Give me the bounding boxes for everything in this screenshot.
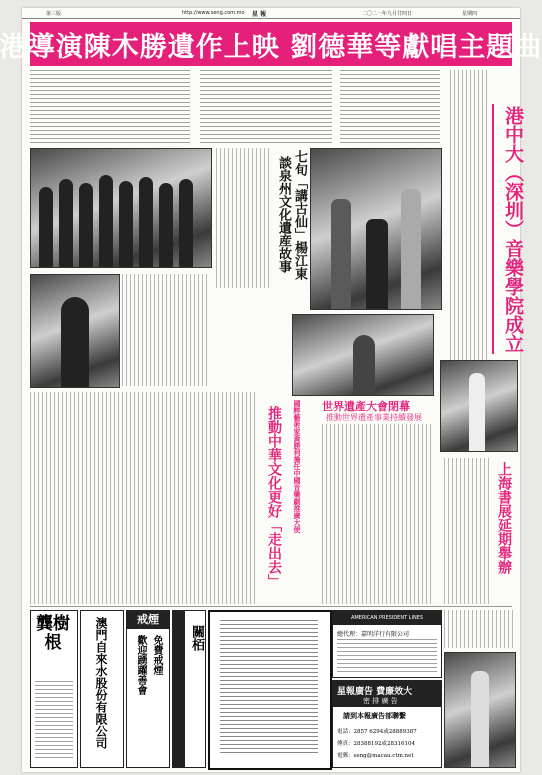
story-headline-cuhk: 港中大（深圳）音樂學院成立 — [502, 106, 524, 353]
ad-shipping-agent: 總代理：嘉明洋行有限公司 — [337, 631, 410, 638]
ad-shipping-line — [332, 610, 442, 678]
article-text-column — [444, 610, 514, 648]
story-headline-storyteller-a: 七旬「講古仙」楊江東 — [292, 150, 307, 280]
newspaper-page — [0, 8, 542, 772]
ad-seng-fax: 傳真：28388192或28316104 — [337, 741, 415, 747]
ad-divider — [30, 606, 512, 607]
main-headline: 港導演陳木勝遺作上映 劉德華等獻唱主題曲 — [30, 22, 512, 66]
photo-model-bottom — [444, 652, 516, 768]
ad-gong-shugen — [30, 610, 78, 768]
story-subhead-ambassador: 推動中華文化更好「走出去」 — [266, 406, 282, 588]
ad-obituary — [208, 610, 332, 770]
article-text-column — [444, 458, 490, 604]
article-text-column — [450, 70, 488, 360]
ad-quit-smoking-line1: 免費戒煙 — [151, 635, 162, 675]
ad-quit-smoking-line2: 歡迎踴躍善會 — [135, 635, 146, 695]
story-headline-storyteller-b: 談泉州文化遺産故事 — [276, 156, 291, 273]
article-text-column — [30, 392, 256, 604]
ad-seng-call: 請到本報廣告部聯繫 — [343, 711, 406, 720]
photo-actress-screen — [292, 314, 434, 396]
ad-seng-email: 電郵：seng@macau.ctm.net — [337, 753, 414, 759]
page-number: 第三版 — [46, 11, 62, 17]
article-text-column — [122, 274, 210, 386]
ad-quit-smoking-title: 戒煙 — [127, 611, 169, 629]
masthead — [22, 8, 520, 19]
ad-kwan-pak-title: 關栢 — [189, 625, 204, 651]
photo-model-runway — [440, 360, 518, 452]
ad-macao-water — [80, 610, 124, 768]
article-text-block — [340, 70, 440, 146]
ad-seng-sub: 密 排 廣 告 — [363, 697, 398, 705]
ad-macao-water-title: 澳門自來水股份有限公司 — [94, 617, 108, 749]
article-text-block — [200, 70, 332, 146]
article-text-column — [216, 148, 270, 288]
headline-accent-bar — [492, 104, 494, 354]
ad-seng-phone: 電話：2857 6294或28889387 — [337, 729, 417, 735]
ad-quit-smoking — [126, 610, 170, 768]
ad-kwan-pak — [172, 610, 206, 768]
ad-seng-classifieds — [332, 680, 442, 768]
story-subhead-heritage: 推動世界遺產事業持續發展 — [326, 413, 422, 422]
photo-models-lineup — [30, 148, 212, 268]
article-text-column — [322, 424, 432, 604]
story-headline-ambassador: 國粹藝術家黃勝利擔任中國音樂劇推廣大使 — [293, 400, 302, 533]
paper-url: http://www.seng.com.mo — [182, 10, 245, 16]
photo-performers — [310, 148, 442, 310]
story-headline-book-fair: 上海書展延期舉辦 — [496, 462, 512, 574]
issue-weekday: 星期四 — [462, 11, 478, 17]
ad-shipping-brand: AMERICAN PRESIDENT LINES — [333, 611, 441, 625]
article-text-block — [30, 70, 190, 146]
issue-date: 二〇二一年九月廿四日 — [362, 11, 413, 17]
ad-gong-shugen-title: 龔樹根 — [36, 614, 70, 653]
story-headline-heritage: 世界遺產大會閉幕 — [322, 400, 410, 413]
ad-seng-title: 星報廣告 費廉效大 — [337, 687, 413, 697]
paper-name: 星 報 — [252, 11, 267, 18]
photo-woman-portrait — [30, 274, 120, 388]
